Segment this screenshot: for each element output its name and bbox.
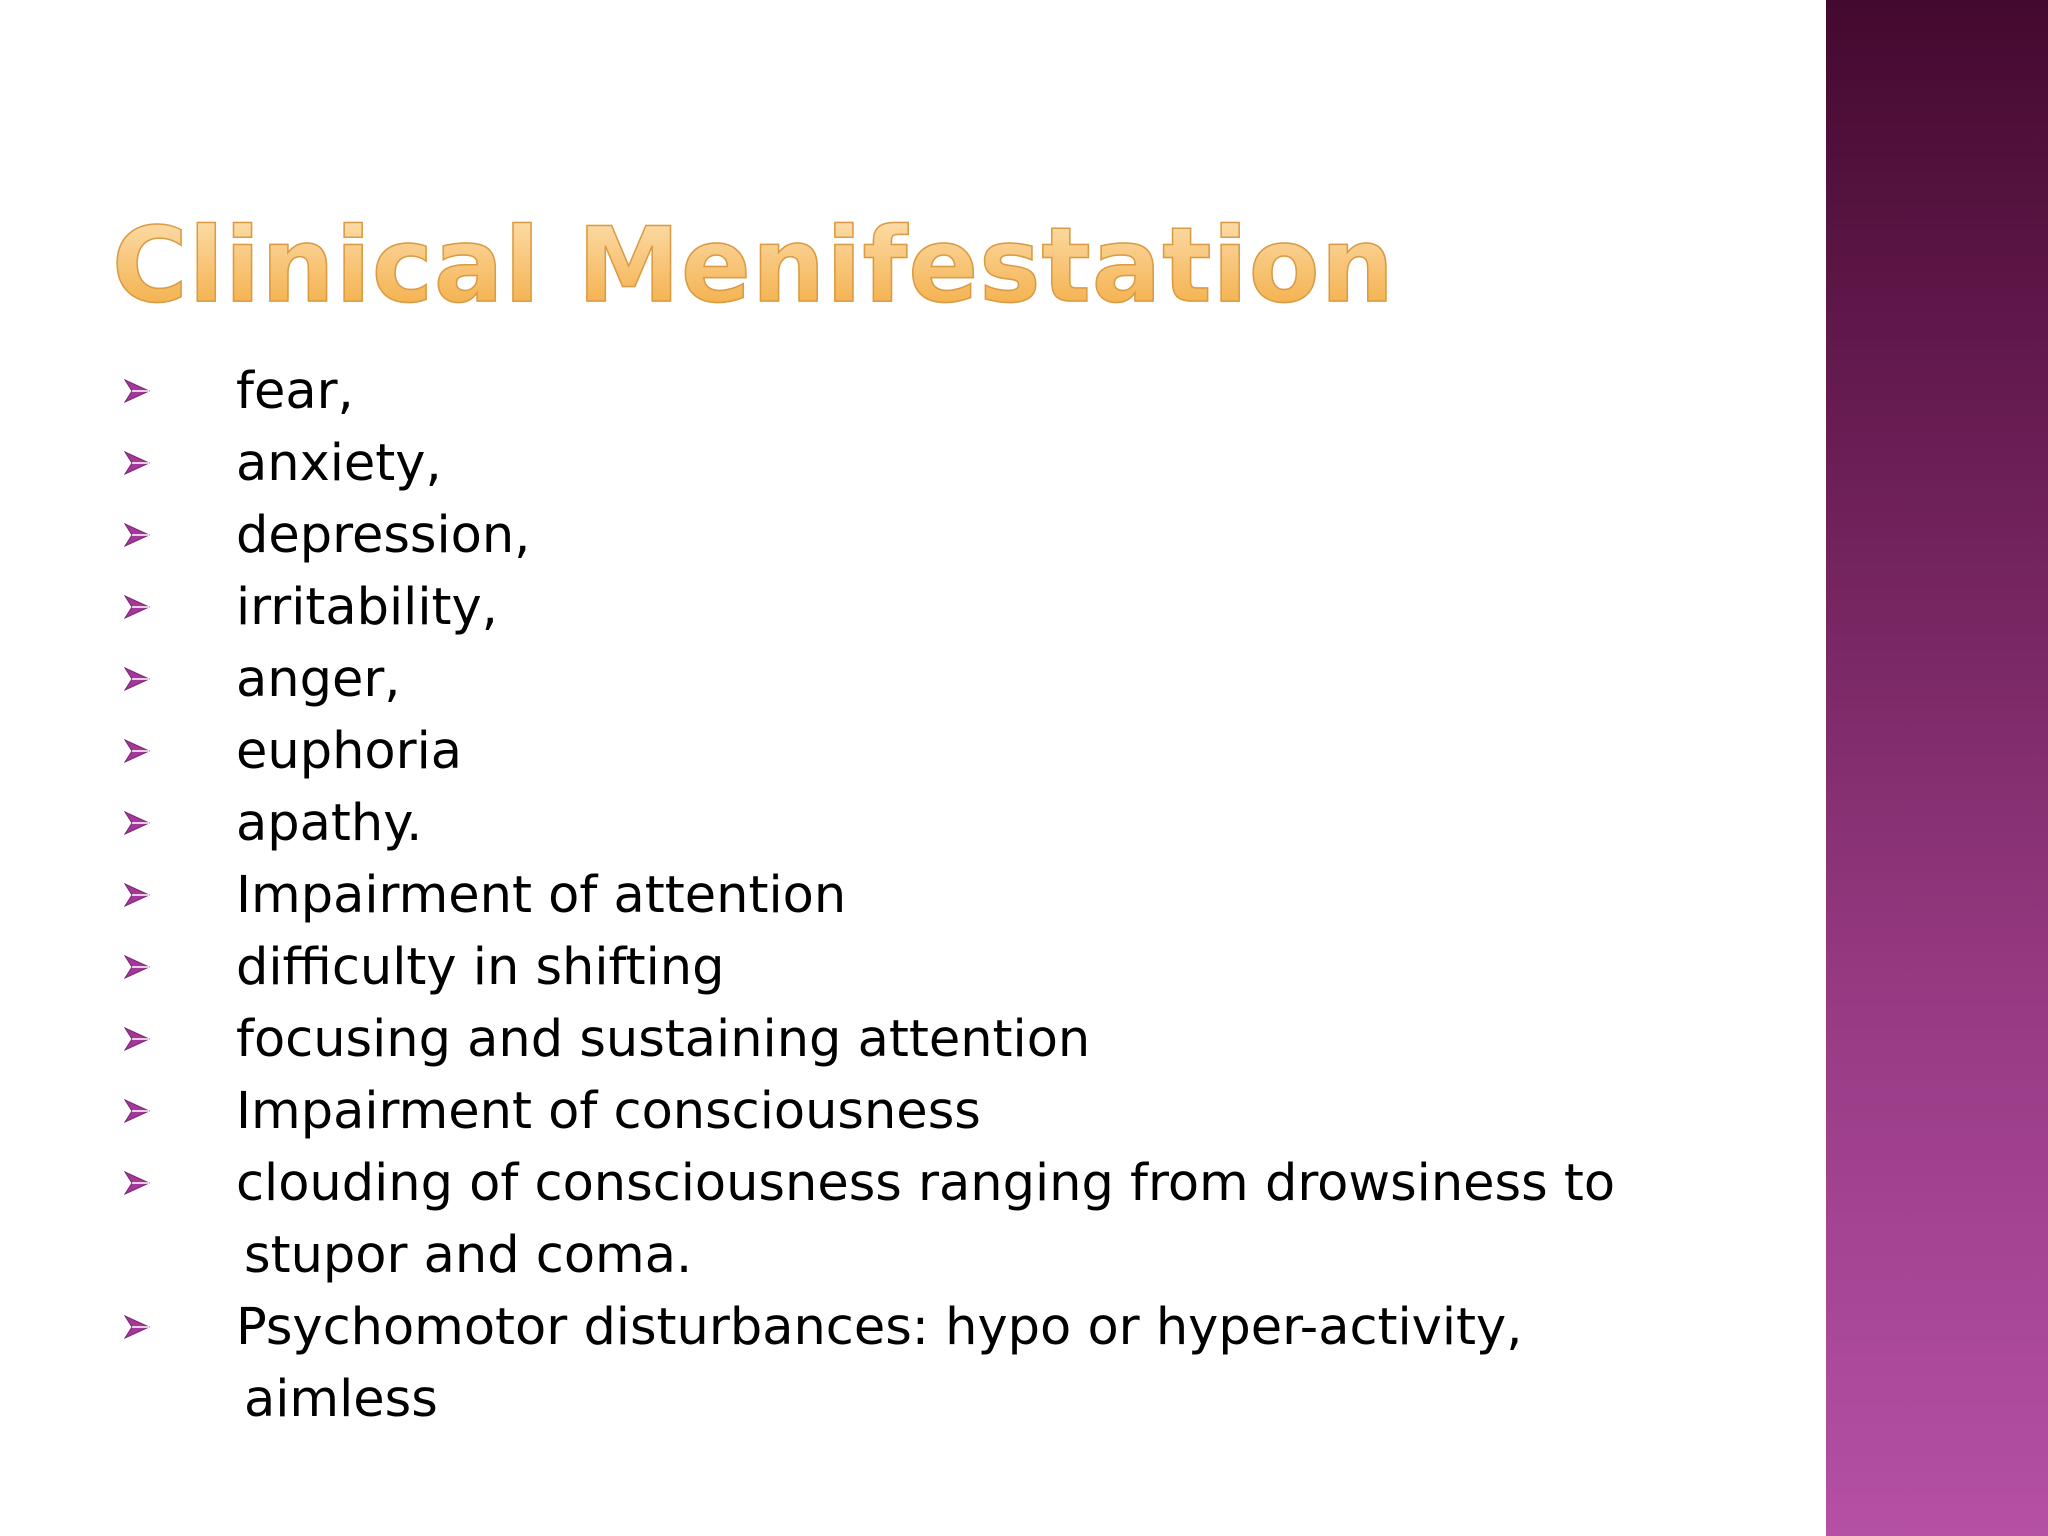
list-item-text: Impairment of consciousness (236, 1082, 981, 1141)
list-item (120, 1148, 1680, 1292)
list-item-text: Impairment of attention (236, 866, 847, 925)
side-gradient-band (1826, 0, 2048, 1536)
bullet-list (120, 356, 1680, 1436)
arrow-bullet-icon (120, 572, 150, 644)
list-item (120, 428, 1680, 500)
list-item (120, 716, 1680, 788)
list-item (120, 932, 1680, 1004)
arrow-bullet-icon (120, 860, 150, 932)
list-item (120, 572, 1680, 644)
arrow-bullet-icon (120, 356, 150, 428)
list-item-text: Psychomotor disturbances: hypo or hyper-activity, (236, 1298, 1523, 1357)
arrow-bullet-icon (120, 1292, 150, 1364)
arrow-bullet-icon (120, 716, 150, 788)
list-item-text: anger, (236, 650, 401, 709)
list-item-text: focusing and sustaining attention (236, 1010, 1091, 1069)
list-item (120, 644, 1680, 716)
list-item-text: apathy. (236, 794, 423, 853)
list-item (120, 356, 1680, 428)
list-item-text: irritability, (236, 578, 498, 637)
list-item-continuation: aimless (244, 1370, 438, 1429)
list-item (120, 1004, 1680, 1076)
list-item (120, 860, 1680, 932)
arrow-bullet-icon (120, 644, 150, 716)
list-item-text: euphoria (236, 722, 462, 781)
list-item (120, 1292, 1680, 1436)
slide-title: Clinical Menifestation (112, 206, 1395, 326)
list-item-text: fear, (236, 362, 354, 421)
list-item-text: difficulty in shifting (236, 938, 725, 997)
list-item (120, 1076, 1680, 1148)
list-item-text: anxiety, (236, 434, 442, 493)
arrow-bullet-icon (120, 1076, 150, 1148)
arrow-bullet-icon (120, 1148, 150, 1220)
arrow-bullet-icon (120, 428, 150, 500)
list-item (120, 500, 1680, 572)
arrow-bullet-icon (120, 932, 150, 1004)
list-item-text: clouding of consciousness ranging from drowsiness to (236, 1154, 1616, 1213)
arrow-bullet-icon (120, 500, 150, 572)
list-item (120, 788, 1680, 860)
arrow-bullet-icon (120, 788, 150, 860)
list-item-text: depression, (236, 506, 531, 565)
arrow-bullet-icon (120, 1004, 150, 1076)
list-item-continuation: stupor and coma. (244, 1226, 693, 1285)
